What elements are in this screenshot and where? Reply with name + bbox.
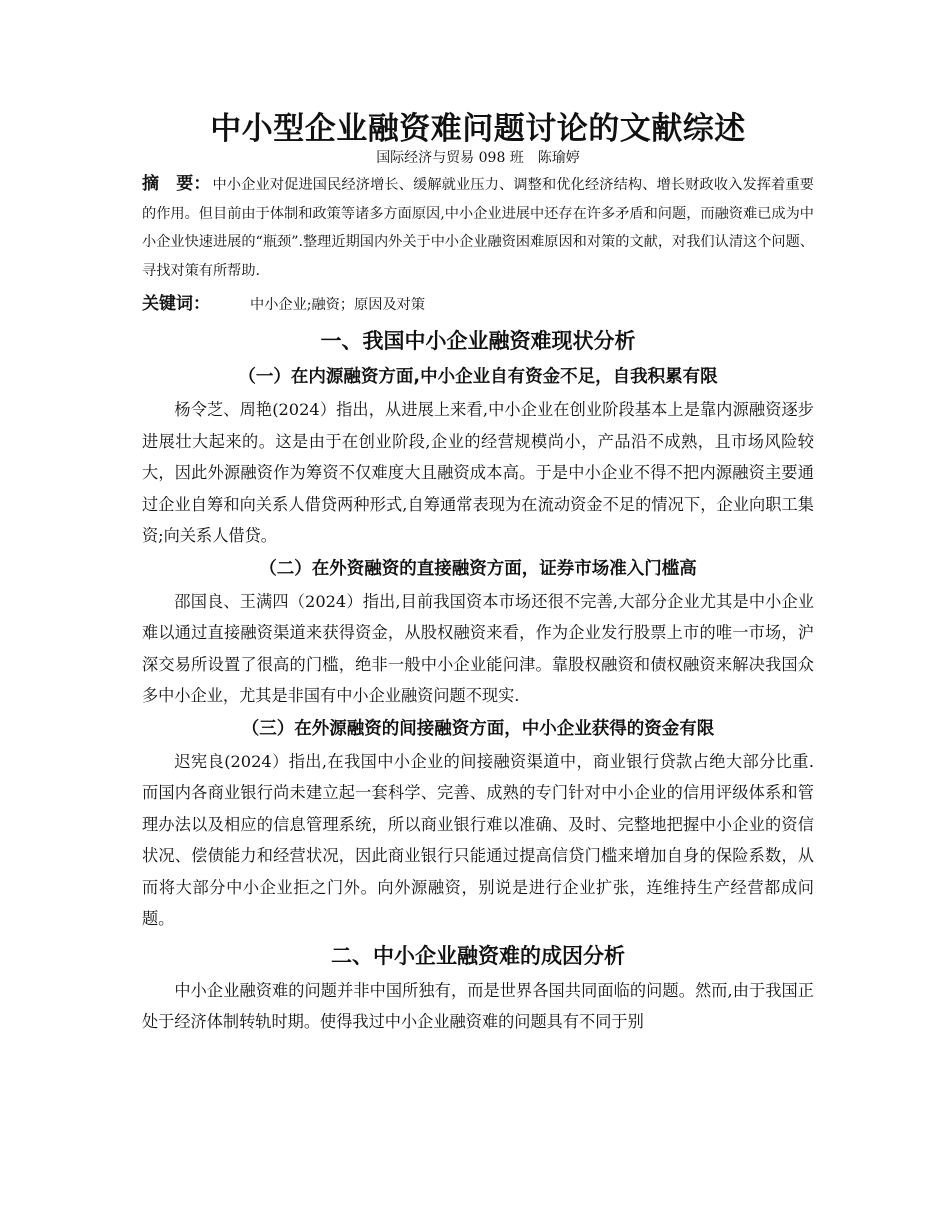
section-2-paragraph: 中小企业融资难的问题并非中国所独有，而是世界各国共同面临的问题。然而,由于我国正处于经济体制转轨时期。使得我过中小企业融资难的问题具有不同于别 [142,980,814,1031]
abstract-label: 摘 要： [142,174,211,194]
abstract [142,170,814,285]
document-title: 中小型企业融资难问题讨论的文献综述 [210,111,746,147]
section-1-heading: 一、我国中小企业融资难现状分析 [320,329,636,353]
subsection-3-paragraph: 迟宪良(2024）指出,在我国中小企业的间接融资渠道中，商业银行贷款占绝大部分比重.而国内各商业银行尚未建立起一套科学、完善、成熟的专门针对中小企业的信用评级体系和管理办法以及相应的信息管理系统，所以商业银行难以准确、及时、完整地把握中小企业的资信状况、偿债能力和经营状况，因此商业银行只能通过提高信贷门槛来增加自身的保险系数，从而将大部分中小企业拒之门外。向外源融资，别说是进行企业扩张，连维持生产经营都成问题。 [142,751,814,928]
author-line: 国际经济与贸易 098 班 陈瑜婷 [376,150,580,166]
subsection-2-paragraph: 邵国良、王满四（2024）指出,目前我国资本市场还很不完善,大部分企业尤其是中小企业难以通过直接融资渠道来获得资金，从股权融资来看，作为企业发行股票上市的唯一市场，沪深交易所设置了很高的门槛，绝非一般中小企业能问津。靠股权融资和债权融资来解决我国众多中小企业，尤其是非国有中小企业融资问题不现实. [142,591,814,705]
keywords-label: 关键词： [142,294,210,314]
keywords-text: 中小企业;融资；原因及对策 [250,297,426,313]
subsection-1-heading: （一）在内源融资方面,中小企业自有资金不足，自我积累有限 [238,367,718,387]
document-page [142,108,814,1038]
subsection-2-heading: （二）在外资融资的直接融资方面，证券市场准入门槛高 [259,558,697,579]
subsection-3-heading: （三）在外源融资的间接融资方面，中小企业获得的资金有限 [241,718,715,739]
subsection-1-paragraph: 杨令芝、周艳(2024）指出，从进展上来看,中小企业在创业阶段基本上是靠内源融资逐步进展壮大起来的。这是由于在创业阶段,企业的经营规模尚小，产品沿不成熟，且市场风险较大，因此外源融资作为筹资不仅难度大且融资成本高。于是中小企业不得不把内源融资主要通过企业自筹和向关系人借贷两种形式,自筹通常表现为在流动资金不足的情况下，企业向职工集资;向关系人借贷。 [142,400,814,545]
section-2-heading: 二、中小企业融资难的成因分析 [331,943,625,968]
abstract-text: 中小企业对促进国民经济增长、缓解就业压力、调整和优化经济结构、增长财政收入发挥着重要的作用。但目前由于体制和政策等诸多方面原因,中小企业进展中还存在许多矛盾和问题，而融资难已成为中小企业快速进展的“瓶颈”.整理近期国内外关于中小企业融资困难原因和对策的文献，对我们认清这个问题、寻找对策有所帮助. [142,177,814,279]
keywords [142,289,814,320]
